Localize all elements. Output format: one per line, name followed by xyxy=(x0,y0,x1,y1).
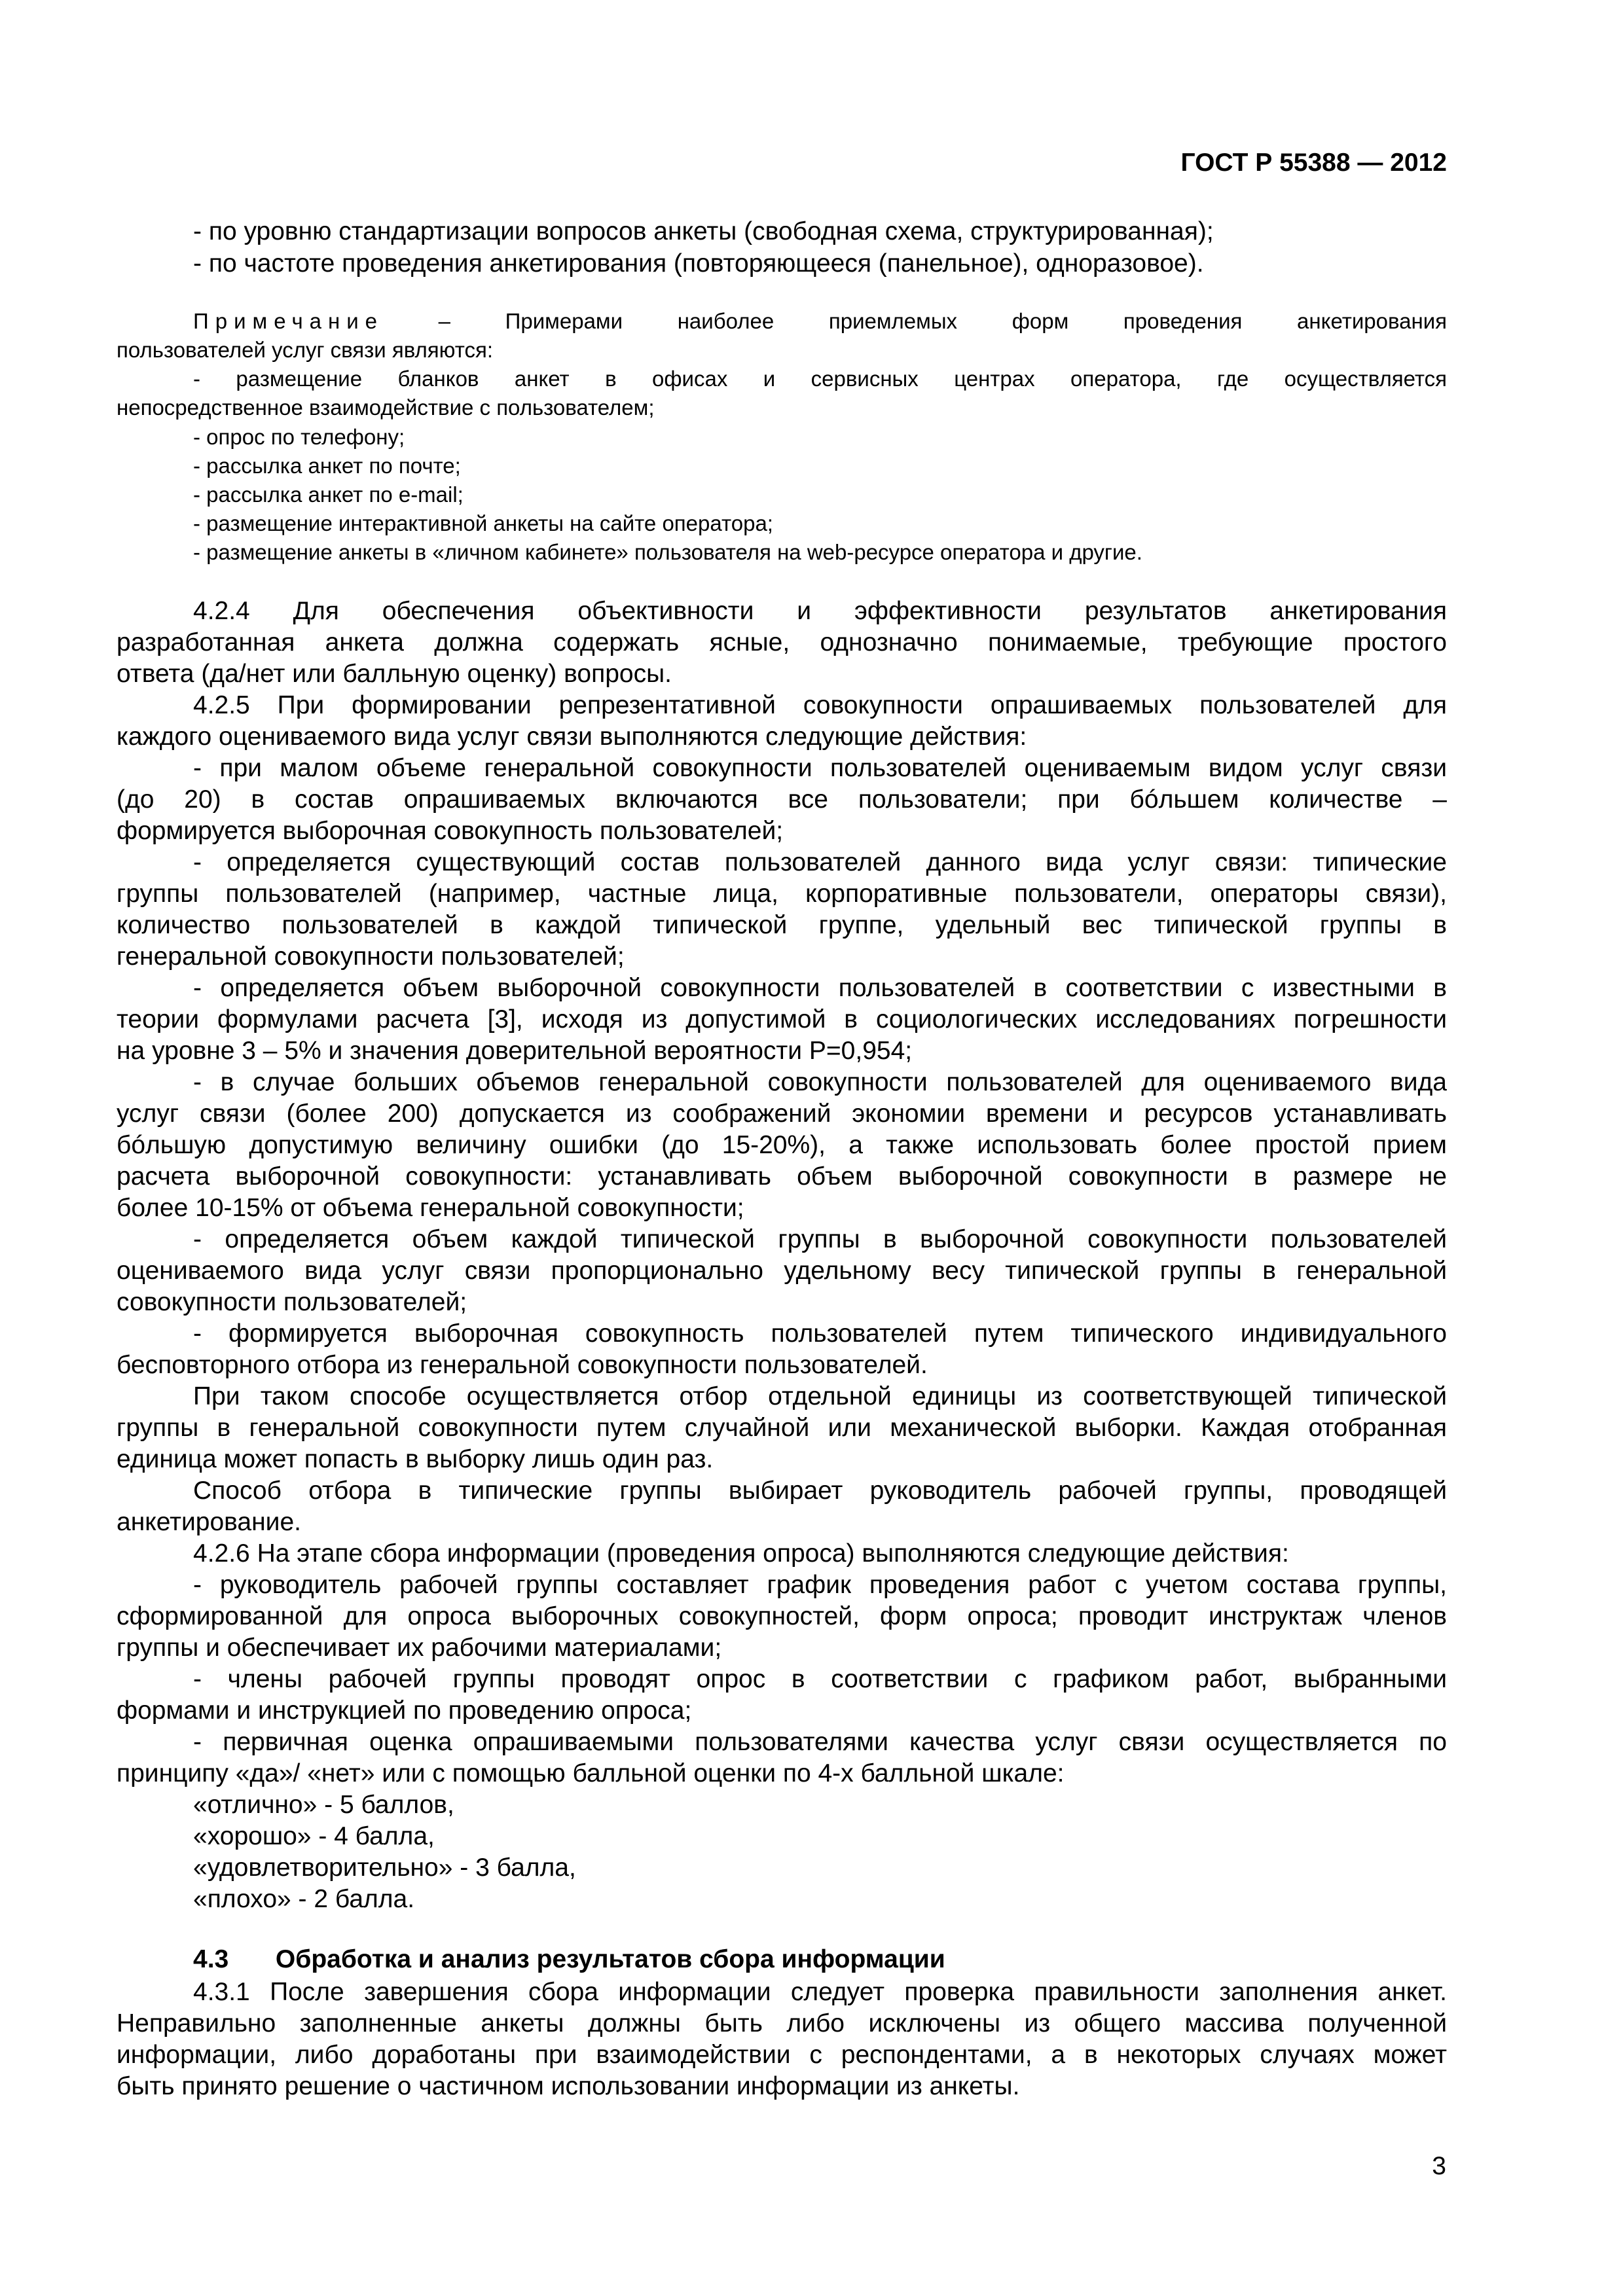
note-item: - рассылка анкет по e-mail; xyxy=(193,482,464,507)
paragraph-line: группы в генеральной совокупности путем случайной или механической выборки. Каждая отобранная xyxy=(117,1414,1447,1442)
paragraph-line: быть принято решение о частичном использовании информации из анкеты. xyxy=(117,2072,1020,2100)
section-title: Обработка и анализ результатов сбора информации xyxy=(275,1945,945,1973)
paragraph-line: - определяется существующий состав пользователей данного вида услуг связи: типические xyxy=(193,848,1447,876)
paragraph-line: количество пользователей в каждой типической группе, удельный вес типической группы в xyxy=(117,911,1447,939)
paragraph-line: бóльшую допустимую величину ошибки (до 15-20%), а также использовать более простой прием xyxy=(117,1131,1447,1159)
paragraph-line: - формируется выборочная совокупность пользователей путем типического индивидуального xyxy=(193,1319,1447,1348)
note-item: - размещение анкеты в «личном кабинете» пользователя на web-ресурсе оператора и другие. xyxy=(193,540,1142,564)
note-text: – Примерами наиболее приемлемых форм проведения анкетирования xyxy=(438,309,1447,333)
paragraph-line: 4.2.6 На этапе сбора информации (проведения опроса) выполняются следующие действия: xyxy=(193,1539,1289,1568)
text-line: - по частоте проведения анкетирования (повторяющееся (панельное), одноразовое). xyxy=(193,249,1204,278)
paragraph-line: на уровне 3 – 5% и значения доверительной вероятности Р=0,954; xyxy=(117,1037,913,1065)
scale-item: «отлично» - 5 баллов, xyxy=(193,1791,454,1819)
note-first-line xyxy=(193,309,1447,334)
paragraph-line: 4.3.1 После завершения сбора информации следует проверка правильности заполнения анкет. xyxy=(193,1978,1447,2006)
note-item: - опрос по телефону; xyxy=(193,425,405,449)
note-label: Примечание xyxy=(193,309,384,333)
paragraph-line: теории формулами расчета [3], исходя из допустимой в социологических исследованиях погрешности xyxy=(117,1005,1447,1033)
paragraph-line: - в случае больших объемов генеральной совокупности пользователей для оцениваемого вида xyxy=(193,1068,1447,1096)
paragraph-line: - руководитель рабочей группы составляет график проведения работ с учетом состава группы, xyxy=(193,1571,1447,1599)
paragraph-line: оцениваемого вида услуг связи пропорционально удельному весу типической группы в генеральной xyxy=(117,1257,1447,1285)
paragraph-line: Неправильно заполненные анкеты должны быть либо исключены из общего массива полученной xyxy=(117,2009,1447,2037)
paragraph-line: - при малом объеме генеральной совокупности пользователей оцениваемым видом услуг связи xyxy=(193,754,1447,782)
note-line: пользователей услуг связи являются: xyxy=(117,338,493,362)
paragraph-line: сформированной для опроса выборочных совокупностей, форм опроса; проводит инструктаж членов xyxy=(117,1602,1447,1630)
paragraph-line: Способ отбора в типические группы выбирает руководитель рабочей группы, проводящей xyxy=(193,1477,1447,1505)
note-line: - размещение бланков анкет в офисах и сервисных центрах оператора, где осуществляется xyxy=(193,367,1447,391)
paragraph-line: каждого оцениваемого вида услуг связи выполняются следующие действия: xyxy=(117,723,1027,751)
paragraph-line: формами и инструкцией по проведению опроса; xyxy=(117,1696,692,1725)
scale-item: «удовлетворительно» - 3 балла, xyxy=(193,1854,576,1882)
paragraph-line: группы и обеспечивает их рабочими материалами; xyxy=(117,1634,722,1662)
paragraph-line: разработанная анкета должна содержать ясные, однозначно понимаемые, требующие простого xyxy=(117,628,1447,656)
text-line: - по уровню стандартизации вопросов анкеты (свободная схема, структурированная); xyxy=(193,217,1214,245)
paragraph-line: услуг связи (более 200) допускается из соображений экономии времени и ресурсов устанавливать xyxy=(117,1100,1447,1128)
paragraph-line: - первичная оценка опрашиваемыми пользователями качества услуг связи осуществляется по xyxy=(193,1728,1447,1756)
paragraph-line: - члены рабочей группы проводят опрос в соответствии с графиком работ, выбранными xyxy=(193,1665,1447,1693)
note-item: - рассылка анкет по почте; xyxy=(193,454,461,478)
paragraph-line: генеральной совокупности пользователей; xyxy=(117,942,625,971)
page-number: 3 xyxy=(1432,2152,1446,2180)
paragraph-line: 4.2.5 При формировании репрезентативной совокупности опрашиваемых пользователей для xyxy=(193,691,1447,719)
paragraph-line: анкетирование. xyxy=(117,1508,301,1536)
document-header: ГОСТ Р 55388 — 2012 xyxy=(1180,149,1447,177)
paragraph-line: совокупности пользователей; xyxy=(117,1288,467,1316)
paragraph-line: - определяется объем выборочной совокупности пользователей в соответствии с известными в xyxy=(193,974,1447,1002)
paragraph-line: (до 20) в состав опрашиваемых включаются все пользователи; при бóльшем количестве – xyxy=(117,785,1447,814)
paragraph-line: единица может попасть в выборку лишь один раз. xyxy=(117,1445,714,1473)
note-line: непосредственное взаимодействие с пользователем; xyxy=(117,395,655,420)
paragraph-line: формируется выборочная совокупность пользователей; xyxy=(117,817,784,845)
paragraph-line: При таком способе осуществляется отбор отдельной единицы из соответствующей типической xyxy=(193,1382,1447,1410)
paragraph-line: группы пользователей (например, частные лица, корпоративные пользователи, операторы связи), xyxy=(117,880,1447,908)
paragraph-line: бесповторного отбора из генеральной совокупности пользователей. xyxy=(117,1351,928,1379)
paragraph-line: 4.2.4 Для обеспечения объективности и эффективности результатов анкетирования xyxy=(193,597,1447,625)
paragraph-line: более 10-15% от объема генеральной совокупности; xyxy=(117,1194,744,1222)
paragraph-line: информации, либо доработаны при взаимодействии с респондентами, а в некоторых случаях может xyxy=(117,2041,1447,2069)
section-heading xyxy=(193,1945,1523,1974)
note-item: - размещение интерактивной анкеты на сайте оператора; xyxy=(193,511,773,535)
scale-item: «хорошо» - 4 балла, xyxy=(193,1822,435,1850)
paragraph-line: - определяется объем каждой типической группы в выборочной совокупности пользователей xyxy=(193,1225,1447,1253)
paragraph-line: принципу «да»/ «нет» или с помощью балльной оценки по 4-х балльной шкале: xyxy=(117,1759,1065,1787)
paragraph-line: ответа (да/нет или балльную оценку) вопросы. xyxy=(117,660,672,688)
scale-item: «плохо» - 2 балла. xyxy=(193,1885,415,1913)
section-number: 4.3 xyxy=(193,1945,229,1973)
paragraph-line: расчета выборочной совокупности: устанавливать объем выборочной совокупности в размере не xyxy=(117,1162,1447,1191)
